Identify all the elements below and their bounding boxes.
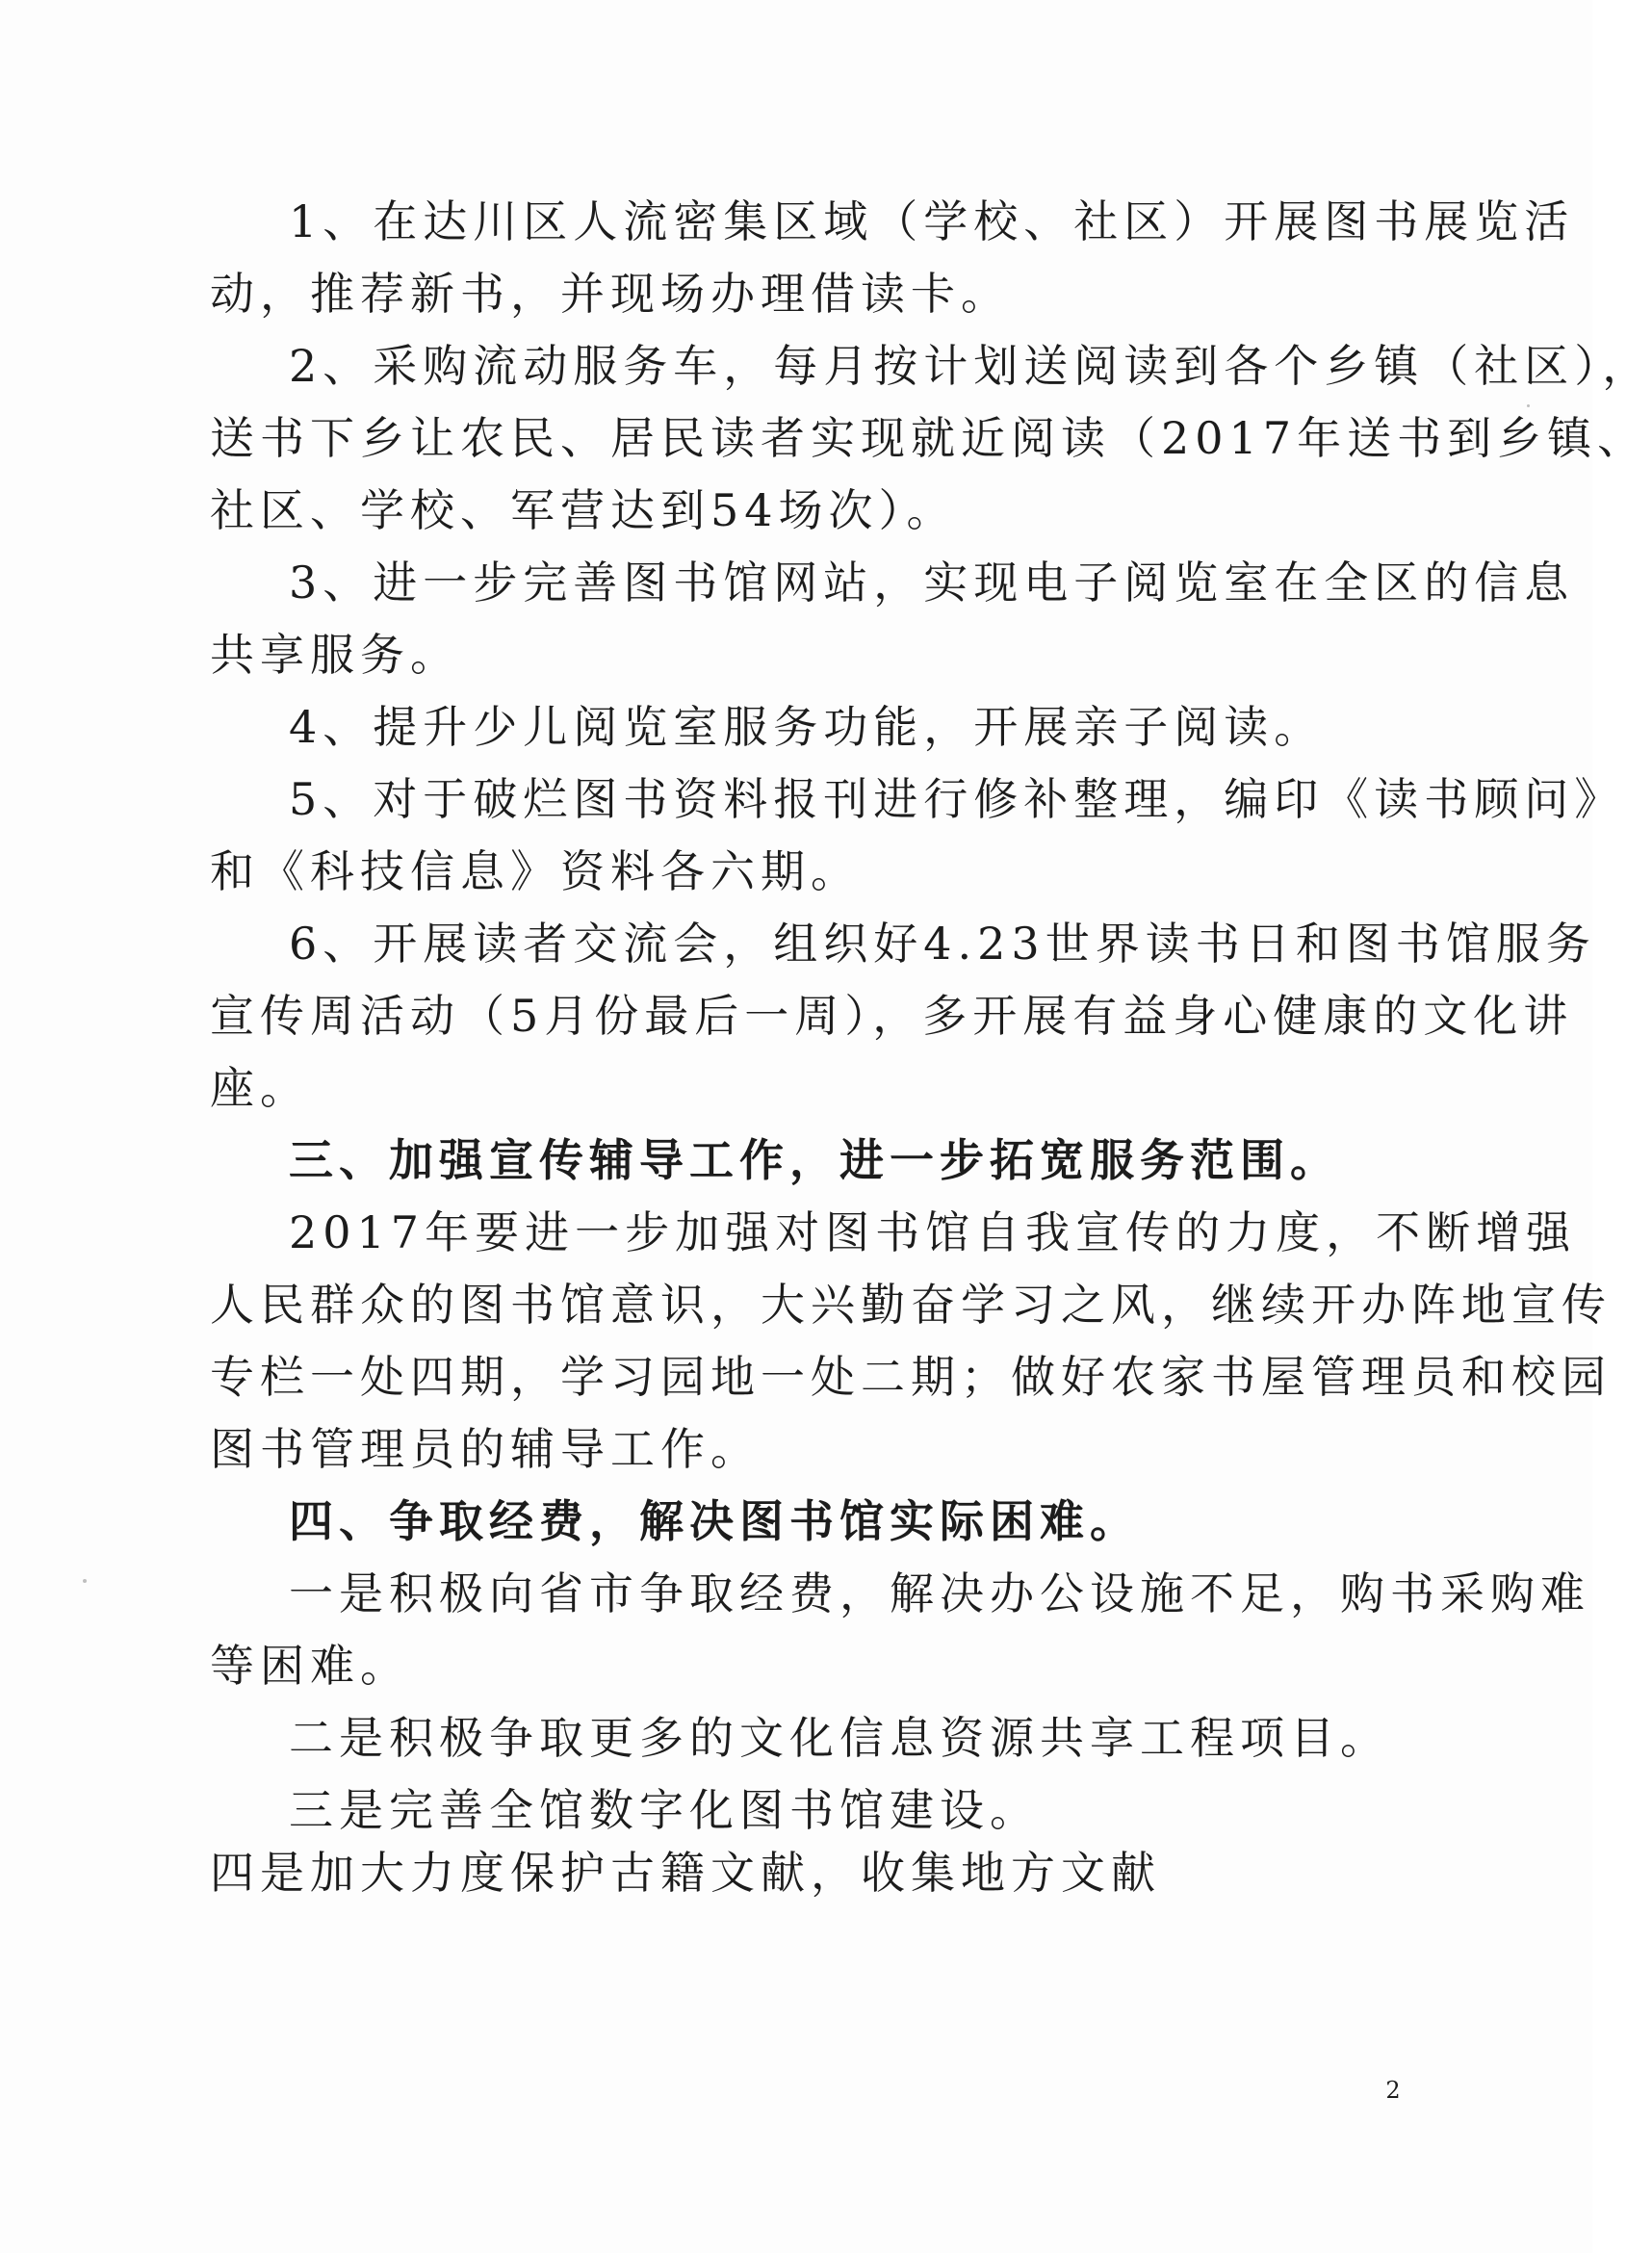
paragraph-line: 6、开展读者交流会，组织好4.23世界读书日和图书馆服务: [289, 918, 1596, 970]
paragraph-line: 二是积极争取更多的文化信息资源共享工程项目。: [289, 1712, 1390, 1764]
paragraph-line: 共享服务。: [210, 629, 460, 681]
paragraph-line: 和《科技信息》资料各六期。: [210, 845, 861, 897]
paragraph-line: 等困难。: [210, 1640, 410, 1692]
paragraph-line: 2、采购流动服务车，每月按计划送阅读到各个乡镇（社区），: [289, 340, 1652, 392]
paragraph-line: 2017年要进一步加强对图书馆自我宣传的力度，不断增强: [289, 1206, 1577, 1258]
page-number: 2: [1385, 2077, 1401, 2104]
paragraph-line: 4、提升少儿阅览室服务功能，开展亲子阅读。: [289, 701, 1325, 753]
paragraph-line: 送书下乡让农民、居民读者实现就近阅读（2017年送书到乡镇、: [210, 412, 1648, 464]
paragraph-line: 一是积极向省市争取经费，解决办公设施不足，购书采购难: [289, 1567, 1590, 1619]
paragraph-line: 图书管理员的辅导工作。: [210, 1423, 761, 1475]
scan-speck: [1527, 404, 1530, 407]
section-heading: 三、加强宣传辅导工作，进一步拓宽服务范围。: [289, 1134, 1340, 1186]
paragraph-line: 专栏一处四期，学习园地一处二期；做好农家书屋管理员和校园: [210, 1351, 1612, 1403]
paragraph-line: 人民群众的图书馆意识，大兴勤奋学习之风，继续开办阵地宣传: [210, 1279, 1612, 1331]
paragraph-line: 社区、学校、军营达到54场次）。: [210, 484, 957, 536]
section-heading: 四、争取经费，解决图书馆实际困难。: [289, 1495, 1140, 1547]
paragraph-line: 座。: [210, 1062, 310, 1114]
paragraph-line: 四是加大力度保护古籍文献，收集地方文献: [210, 1847, 1161, 1899]
paragraph-line: 3、进一步完善图书馆网站，实现电子阅览室在全区的信息: [289, 557, 1575, 609]
paragraph-line: 1、在达川区人流密集区域（学校、社区）开展图书展览活: [289, 195, 1575, 247]
paragraph-line: 三是完善全馆数字化图书馆建设。: [289, 1784, 1040, 1836]
paragraph-line: 动，推荐新书，并现场办理借读卡。: [210, 268, 1011, 320]
paragraph-line: 5、对于破烂图书资料报刊进行修补整理，编印《读书顾问》: [289, 773, 1625, 825]
scan-speck: [83, 1579, 87, 1583]
paragraph-line: 宣传周活动（5月份最后一周），多开展有益身心健康的文化讲: [210, 990, 1574, 1042]
